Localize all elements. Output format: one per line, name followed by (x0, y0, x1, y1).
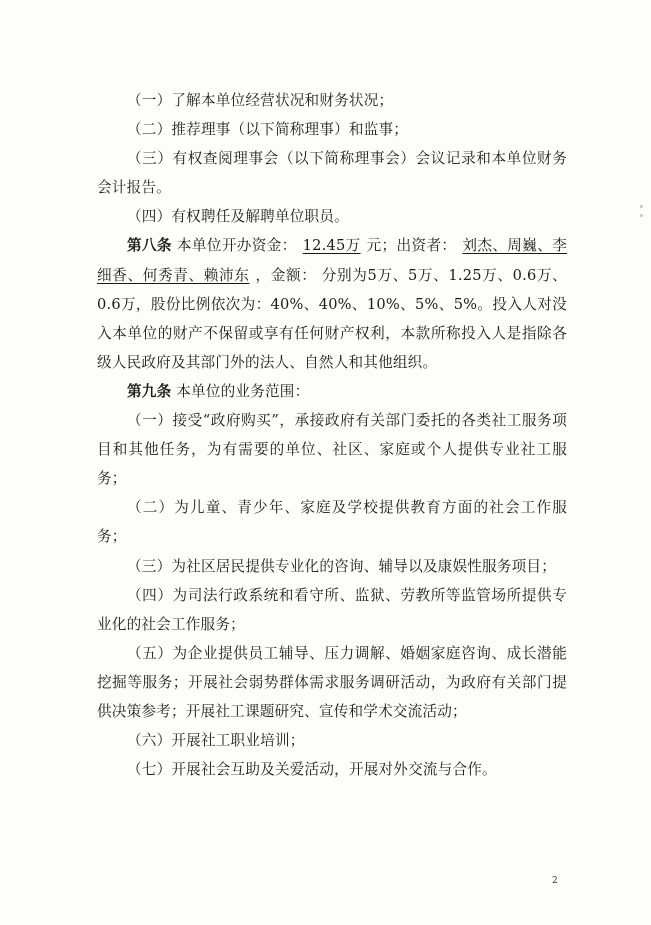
right-item-3: （三）有权查阅理事会（以下简称理事会）会议记录和本单位财务会计报告。 (97, 150, 567, 197)
scan-speck (640, 214, 643, 217)
article-8-heading: 第八条 (127, 237, 172, 255)
right-item-1: （一）了解本单位经营状况和财务状况； (127, 92, 394, 109)
right-item-2: （二）推荐理事（以下简称理事）和监事； (127, 121, 409, 139)
scope-item-3: （三）为社区居民提供专业化的咨询、辅导以及康娱性服务项目； (127, 557, 557, 575)
document-body (97, 86, 567, 784)
article-8-text-a: 本单位开办资金： (171, 237, 297, 255)
scope-item-5: （五）为企业提供员工辅导、压力调解、婚姻家庭咨询、成长潜能挖掘等服务；开展社会弱势群体需求服务调研活动，为政府有关部门提供决策参考；开展社工课题研究、宣传和学术交流活动； (97, 644, 567, 720)
article-9-heading: 第九条 (127, 382, 172, 400)
scope-item-7: （七）开展社会互助及关爱活动，开展对外交流与合作。 (127, 761, 497, 779)
article-9-text: 本单位的业务范围： (171, 382, 310, 400)
article-8 (97, 231, 567, 376)
article-8-text-c: ，金额： 分别为5万、5万、1.25万、0.6万、0.6万，股份比例依次为：40%、40%、10%、5%、5%。投入人对没入本单位的财产不保留或享有任何财产权利，本款所称投入人是指除各级人民政府及其部门外的法人、自然人和其他组织。 (97, 266, 567, 371)
article-9 (97, 377, 567, 406)
scan-speck (640, 205, 643, 208)
investor-names: 刘杰、周巍、李细香、何秀青、赖沛东 (97, 237, 567, 284)
page-number: 2 (552, 876, 558, 886)
scope-item-2: （二）为儿童、青少年、家庭及学校提供教育方面的社会工作服务； (97, 499, 567, 546)
article-8-text-b: 元；出资者： (366, 237, 457, 255)
scope-item-4: （四）为司法行政系统和看守所、监狱、劳教所等监管场所提供专业化的社会工作服务； (97, 586, 567, 633)
scope-item-1: （一）接受“政府购买”，承接政府有关部门委托的各类社工服务项目和其他任务，为有需要的单位、社区、家庭或个人提供专业社工服务； (97, 412, 567, 488)
capital-amount: 12.45万 (302, 237, 361, 255)
scope-item-6: （六）开展社工职业培训； (127, 732, 305, 750)
right-item-4: （四）有权聘任及解聘单位职员。 (127, 208, 349, 226)
